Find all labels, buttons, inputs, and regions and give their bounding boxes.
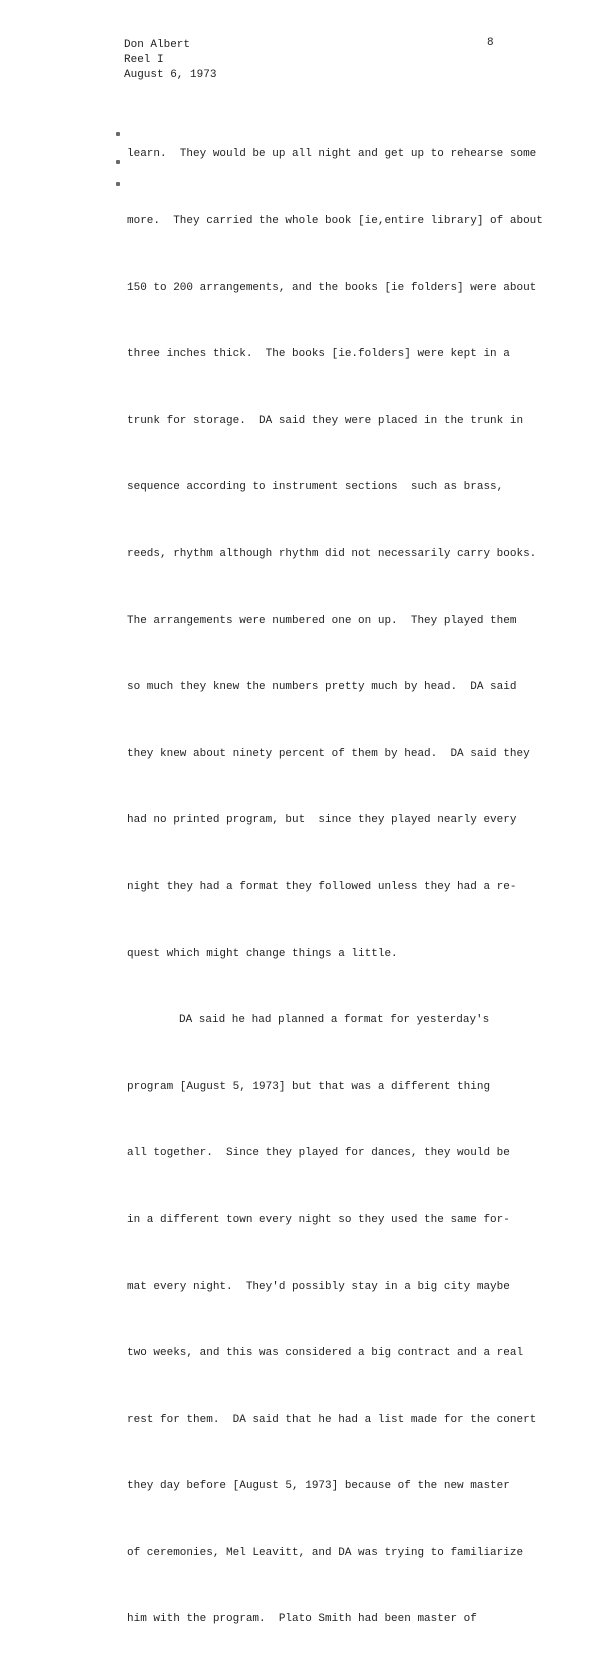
transcript-line: they knew about ninety percent of them by head. DA said they [127,747,530,760]
interviewee-name: Don Albert [124,39,191,51]
transcript-line: DA said he had planned a format for yesterday's [179,1014,490,1027]
transcript-line: learn. They would be up all night and get up to rehearse some [127,148,537,161]
transcript-line: program [August 5, 1973] but that was a different thing [127,1080,491,1093]
transcript-line: so much they knew the numbers pretty much by head. DA said [127,681,517,694]
transcript-line: all together. Since they played for dances, they would be [127,1147,510,1160]
document-header [124,38,216,83]
margin-mark [116,160,120,164]
transcript-line: two weeks, and this was considered a big contract and a real [127,1347,524,1360]
transcript-line: rest for them. DA said that he had a list made for the conert [127,1413,537,1426]
transcript-line: trunk for storage. DA said they were placed in the trunk in [127,414,524,427]
transcript-line: sequence according to instrument sections such as brass, [127,481,504,494]
reel-label: Reel I [124,54,164,66]
transcript-line: more. They carried the whole book [ie,entire library] of about [127,215,543,227]
transcript-line: of ceremonies, Mel Leavitt, and DA was trying to familiarize [127,1546,524,1559]
transcript-line: quest which might change things a little. [127,947,398,960]
transcript-line: night they had a format they followed unless they had a re- [127,880,517,893]
transcript-line: in a different town every night so they used the same for- [127,1213,510,1226]
transcript-line: three inches thick. The books [ie.folders] were kept in a [127,348,510,361]
margin-mark [116,132,120,136]
transcript-line: reeds, rhythm although rhythm did not necessarily carry books. [127,547,537,560]
transcript-line: 150 to 200 arrangements, and the books [ie folders] were about [127,281,537,294]
transcript-body [127,99,557,1653]
transcript-line: they day before [August 5, 1973] because of the new master [127,1480,510,1493]
interview-date: August 6, 1973 [124,69,217,81]
transcript-line: The arrangements were numbered one on up. They played them [127,614,517,627]
transcript-line: had no printed program, but since they played nearly every [127,814,517,827]
page-number: 8 [487,37,494,49]
transcript-line: mat every night. They'd possibly stay in a big city maybe [127,1280,510,1293]
transcript-line: him with the program. Plato Smith had been master of [127,1613,477,1626]
margin-mark [116,182,120,186]
